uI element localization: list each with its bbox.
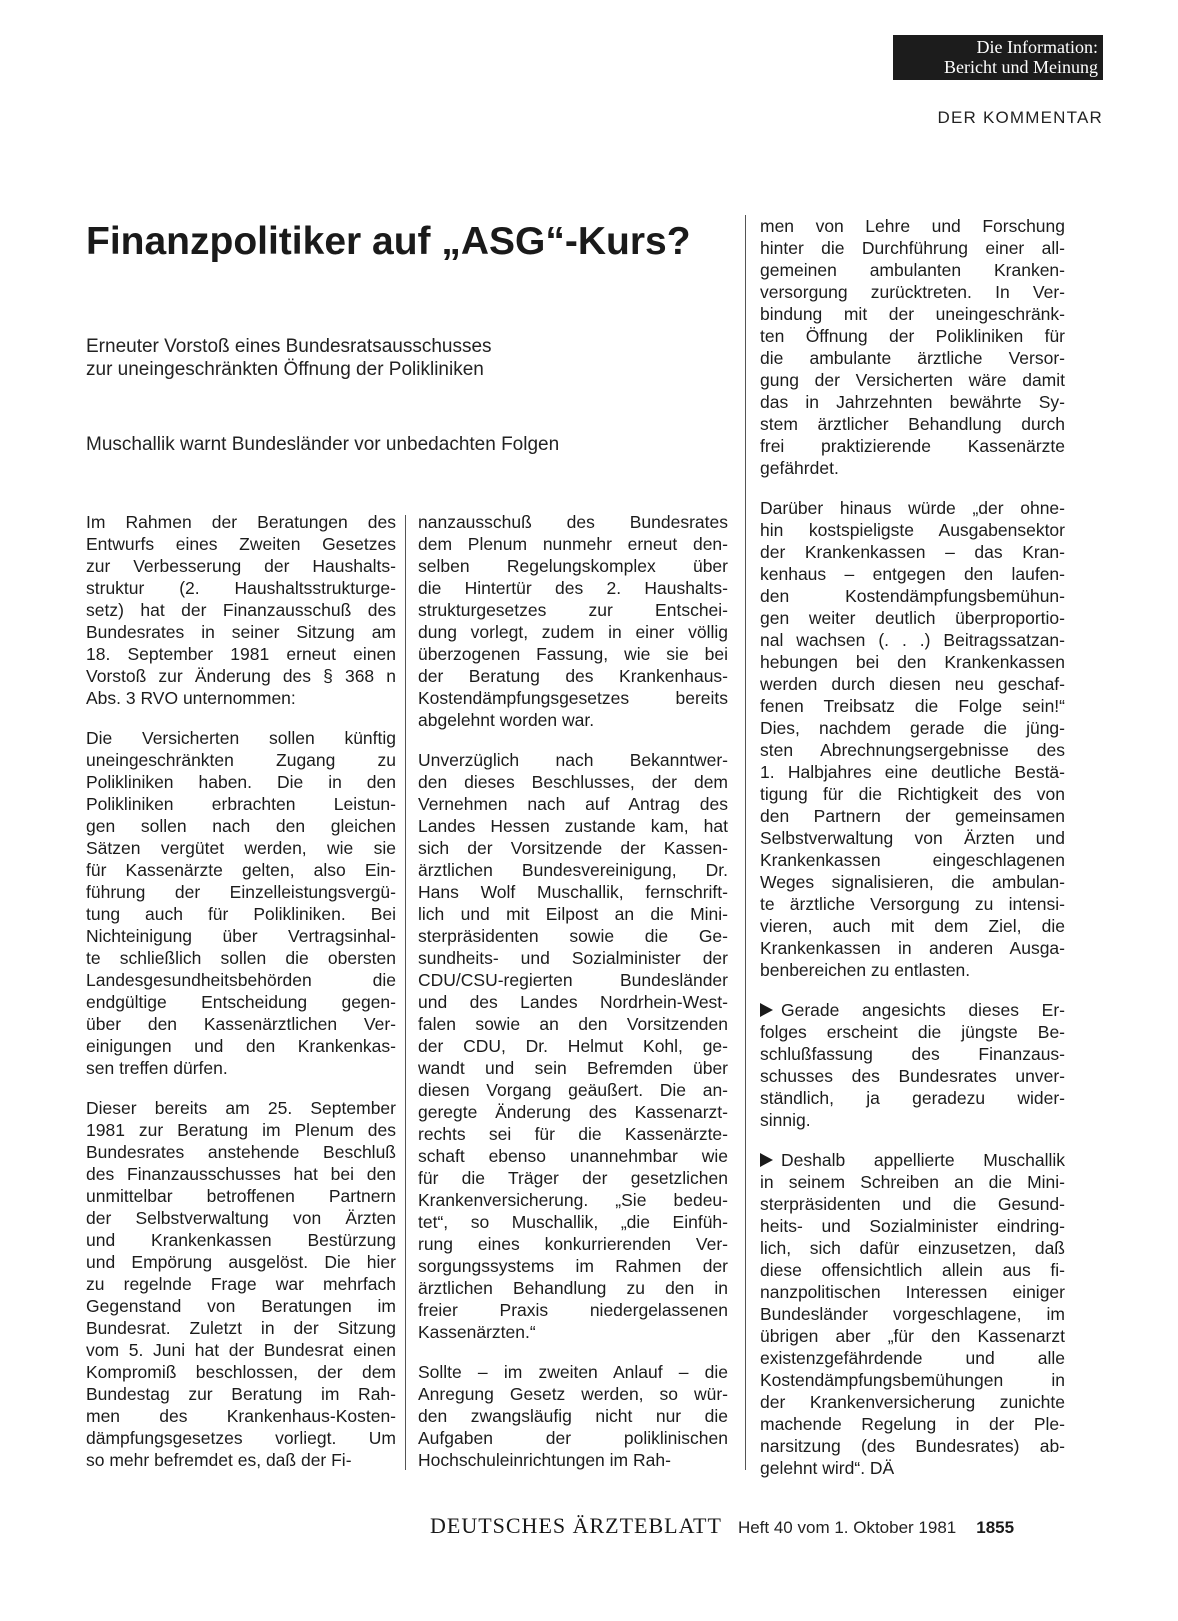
column-divider bbox=[745, 215, 746, 1470]
text-line: 1. Halbjahres eine deutliche Bestä- bbox=[760, 762, 1065, 782]
text-line: Im Rahmen der Beratungen des bbox=[86, 512, 396, 532]
text-line: für Kassenärzte gelten, also Ein- bbox=[86, 860, 396, 880]
text-line: Bundesrat. Zuletzt in der Sitzung bbox=[86, 1318, 396, 1338]
text-line: diese offensichtlich allein aus fi- bbox=[760, 1260, 1065, 1280]
text-line: der Krankenversicherung zunichte bbox=[760, 1392, 1065, 1412]
text-line: Polikliniken haben. Die in den bbox=[86, 772, 396, 792]
text-line: Sollte – im zweiten Anlauf – die bbox=[418, 1362, 728, 1382]
text-line: narsitzung (des Bundesrates) ab- bbox=[760, 1436, 1065, 1456]
text-line: 1981 zur Beratung im Plenum des bbox=[86, 1120, 396, 1140]
text-line: zu regelnde Frage war mehrfach bbox=[86, 1274, 396, 1294]
text-line: Die Versicherten sollen künftig bbox=[86, 728, 396, 748]
text-line: machende Regelung in der Ple- bbox=[760, 1414, 1065, 1434]
text-line: Weges signalisieren, die ambulan- bbox=[760, 872, 1065, 892]
text-line bbox=[760, 1149, 1065, 1171]
text-line: falen sowie an den Vorsitzenden bbox=[418, 1014, 728, 1034]
text-line: ärztlichen Bundesvereinigung, Dr. bbox=[418, 860, 728, 880]
text-line: tet“, so Muschallik, „die Einfüh- bbox=[418, 1212, 728, 1232]
paragraph bbox=[86, 1097, 396, 1471]
subtitle-line-1: Erneuter Vorstoß eines Bundesratsausschusses bbox=[86, 336, 492, 357]
text-line: Bundesländer vorgeschlagene, im bbox=[760, 1304, 1065, 1324]
text-line: Kassenärzten.“ bbox=[418, 1322, 536, 1342]
text-line: dem Plenum nunmehr erneut den- bbox=[418, 534, 728, 554]
text-line: und Empörung ausgelöst. Die hier bbox=[86, 1252, 396, 1272]
text-line: so mehr befremdet es, daß der Fi- bbox=[86, 1450, 352, 1470]
text-line: Krankenkassen in anderen Ausga- bbox=[760, 938, 1065, 958]
text-line: des Finanzausschusses hat bei den bbox=[86, 1164, 396, 1184]
text-line: Nichteinigung über Vertragsinhal- bbox=[86, 926, 396, 946]
text-line: frei praktizierende Kassenärzte bbox=[760, 436, 1065, 456]
text-line: wandt und sein Befremden über bbox=[418, 1058, 728, 1078]
text-line: ten Öffnung der Polikliniken für bbox=[760, 326, 1065, 346]
text-line: Bundesrates in seiner Sitzung am bbox=[86, 622, 396, 642]
text-column-2 bbox=[418, 511, 728, 1489]
article-kicker: Muschallik warnt Bundesländer vor unbedachten Folgen bbox=[86, 434, 560, 455]
text-line: Vorstoß zur Änderung des § 368 n bbox=[86, 666, 396, 686]
text-line: über den Kassenärztlichen Ver- bbox=[86, 1014, 396, 1034]
text-line: der Selbstverwaltung von Ärzten bbox=[86, 1208, 396, 1228]
paragraph bbox=[86, 727, 396, 1079]
text-line: Aufgaben der poliklinischen bbox=[418, 1428, 728, 1448]
text-line: tung auch für Polikliniken. Bei bbox=[86, 904, 396, 924]
text-line: struktur (2. Haushaltsstrukturge- bbox=[86, 578, 396, 598]
text-line: der Krankenkassen – das Kran- bbox=[760, 542, 1065, 562]
paragraph bbox=[418, 1361, 728, 1471]
text-line: Entwurfs eines Zweiten Gesetzes bbox=[86, 534, 396, 554]
text-line: Sätzen vergütet werden, wie sie bbox=[86, 838, 396, 858]
text-line: Vernehmen nach auf Antrag des bbox=[418, 794, 728, 814]
text-line-content: Deshalb appellierte Muschallik bbox=[781, 1150, 1065, 1170]
text-line: die ambulante ärztliche Versor- bbox=[760, 348, 1065, 368]
text-line: Landesgesundheitsbehörden die bbox=[86, 970, 396, 990]
text-line: zur Verbesserung der Haushalts- bbox=[86, 556, 396, 576]
text-line: in seinem Schreiben an die Mini- bbox=[760, 1172, 1065, 1192]
text-line: Unverzüglich nach Bekanntwer- bbox=[418, 750, 728, 770]
text-line: gelehnt wird“. DÄ bbox=[760, 1458, 895, 1478]
subtitle-line-2: zur uneingeschränkten Öffnung der Polikliniken bbox=[86, 359, 484, 380]
text-line: fenen Treibsatz die Folge sein!“ bbox=[760, 696, 1065, 716]
paragraph bbox=[418, 749, 728, 1343]
text-line: gen sollen nach den gleichen bbox=[86, 816, 396, 836]
text-line: schlußfassung des Finanzaus- bbox=[760, 1044, 1065, 1064]
text-line bbox=[760, 999, 1065, 1021]
text-line: Kostendämpfungsbemühungen in bbox=[760, 1370, 1065, 1390]
text-line: sterpräsidenten sowie die Ge- bbox=[418, 926, 728, 946]
text-line: Polikliniken erbrachten Leistun- bbox=[86, 794, 396, 814]
text-line: Hans Wolf Muschallik, fernschrift- bbox=[418, 882, 728, 902]
page-number: 1855 bbox=[976, 1518, 1015, 1537]
text-line: lich, sich dafür einzusetzen, daß bbox=[760, 1238, 1065, 1258]
text-line: bindung mit der uneingeschränk- bbox=[760, 304, 1065, 324]
text-line: dung vorlegt, zudem in einer völlig bbox=[418, 622, 728, 642]
text-line: benbereichen zu entlasten. bbox=[760, 960, 971, 980]
text-line: der CDU, Dr. Helmut Kohl, ge- bbox=[418, 1036, 728, 1056]
badge-line-2: Bericht und Meinung bbox=[944, 57, 1098, 77]
text-line: freier Praxis niedergelassenen bbox=[418, 1300, 728, 1320]
column-divider bbox=[405, 515, 406, 1470]
text-line: Landes Hessen zustande kam, hat bbox=[418, 816, 728, 836]
text-line: sich der Vorsitzende der Kassen- bbox=[418, 838, 728, 858]
bullet-arrow-icon bbox=[760, 1003, 773, 1017]
text-line: Anregung Gesetz werden, so wür- bbox=[418, 1384, 728, 1404]
text-line: vom 5. Juni hat der Bundesrat einen bbox=[86, 1340, 396, 1360]
text-line: hebungen bei den Krankenkassen bbox=[760, 652, 1065, 672]
text-line-content: Gerade angesichts dieses Er- bbox=[781, 1000, 1065, 1020]
text-line: diesen Vorgang geäußert. Die an- bbox=[418, 1080, 728, 1100]
text-line: Darüber hinaus würde „der ohne- bbox=[760, 498, 1065, 518]
paragraph bbox=[86, 511, 396, 709]
text-line: und des Landes Nordrhein-West- bbox=[418, 992, 728, 1012]
text-line: sinnig. bbox=[760, 1110, 811, 1130]
section-label: DER KOMMENTAR bbox=[937, 108, 1103, 127]
text-line: Dies, nachdem gerade die jüng- bbox=[760, 718, 1065, 738]
text-line: heits- und Sozialminister eindring- bbox=[760, 1216, 1065, 1236]
text-line: Gegenstand von Beratungen im bbox=[86, 1296, 396, 1316]
text-line: den Partnern der gemeinsamen bbox=[760, 806, 1065, 826]
text-line: te ärztliche Versorgung zu intensi- bbox=[760, 894, 1065, 914]
text-line: Abs. 3 RVO unternommen: bbox=[86, 688, 296, 708]
text-line: Dieser bereits am 25. September bbox=[86, 1098, 396, 1118]
text-line: geregte Änderung des Kassenarzt- bbox=[418, 1102, 728, 1122]
paragraph bbox=[418, 511, 728, 731]
text-line: Krankenkassen eingeschlagenen bbox=[760, 850, 1065, 870]
text-line: 18. September 1981 erneut einen bbox=[86, 644, 396, 664]
text-line: lich und mit Eilpost an die Mini- bbox=[418, 904, 728, 924]
text-line: sten Abrechnungsergebnisse des bbox=[760, 740, 1065, 760]
text-line: das in Jahrzehnten bewährte Sy- bbox=[760, 392, 1065, 412]
text-line: und Krankenkassen Bestürzung bbox=[86, 1230, 396, 1250]
text-line: setz) hat der Finanzausschuß des bbox=[86, 600, 396, 620]
text-line: te schließlich sollen die obersten bbox=[86, 948, 396, 968]
text-line: folges erscheint die jüngste Be- bbox=[760, 1022, 1065, 1042]
text-line: übrigen aber „für den Kassenarzt bbox=[760, 1326, 1065, 1346]
text-line: sterpräsidenten und die Gesund- bbox=[760, 1194, 1065, 1214]
text-line: dämpfungsgesetzes vorliegt. Um bbox=[86, 1428, 396, 1448]
text-line: der Beratung des Krankenhaus- bbox=[418, 666, 728, 686]
text-line: Bundesrates anstehende Beschluß bbox=[86, 1142, 396, 1162]
text-line: uneingeschränkten Zugang zu bbox=[86, 750, 396, 770]
bullet-arrow-icon bbox=[760, 1153, 773, 1167]
text-line: Kompromiß beschlossen, der dem bbox=[86, 1362, 396, 1382]
text-line: schusses des Bundesrates unver- bbox=[760, 1066, 1065, 1086]
paragraph bbox=[760, 999, 1065, 1131]
text-line: ärztlichen Behandlung zu den in bbox=[418, 1278, 728, 1298]
text-line: für die Träger der gesetzlichen bbox=[418, 1168, 728, 1188]
text-line: die Hintertür des 2. Haushalts- bbox=[418, 578, 728, 598]
text-line: vieren, auch mit dem Ziel, die bbox=[760, 916, 1065, 936]
text-line: strukturgesetzes zur Entschei- bbox=[418, 600, 728, 620]
section-badge bbox=[893, 35, 1103, 80]
text-line: nanzpolitischen Interessen einiger bbox=[760, 1282, 1065, 1302]
paragraph bbox=[760, 215, 1065, 479]
issue-info: Heft 40 vom 1. Oktober 1981 bbox=[737, 1518, 957, 1537]
paragraph bbox=[760, 1149, 1065, 1479]
text-line: tigung für die Richtigkeit des von bbox=[760, 784, 1065, 804]
text-line: abgelehnt worden war. bbox=[418, 710, 595, 730]
text-line: Selbstverwaltung von Ärzten und bbox=[760, 828, 1065, 848]
text-line: existenzgefährdende und alle bbox=[760, 1348, 1065, 1368]
text-line: Hochschuleinrichtungen im Rah- bbox=[418, 1450, 671, 1470]
text-line: hin kostspieligste Ausgabensektor bbox=[760, 520, 1065, 540]
text-line: ständlich, ja geradezu wider- bbox=[760, 1088, 1065, 1108]
text-line: gung der Versicherten wäre damit bbox=[760, 370, 1065, 390]
text-line: führung der Einzelleistungsvergü- bbox=[86, 882, 396, 902]
text-line: gefährdet. bbox=[760, 458, 839, 478]
text-line: sen treffen dürfen. bbox=[86, 1058, 228, 1078]
text-line: Kostendämpfungsgesetzes bereits bbox=[418, 688, 728, 708]
text-line: men des Krankenhaus-Kosten- bbox=[86, 1406, 396, 1426]
text-line: gemeinen ambulanten Kranken- bbox=[760, 260, 1065, 280]
text-line: Bundestag zur Beratung im Rah- bbox=[86, 1384, 396, 1404]
article-title: Finanzpolitiker auf „ASG“-Kurs? bbox=[86, 220, 691, 263]
text-line: gen weiter deutlich überproportio- bbox=[760, 608, 1065, 628]
text-line: schaft ebenso unannehmbar wie bbox=[418, 1146, 728, 1166]
text-line: versorgung zurücktreten. In Ver- bbox=[760, 282, 1065, 302]
text-line: sundheits- und Sozialminister der bbox=[418, 948, 728, 968]
text-line: rechts sei für die Kassenärzte- bbox=[418, 1124, 728, 1144]
text-line: Krankenversicherung. „Sie bedeu- bbox=[418, 1190, 728, 1210]
text-column-3 bbox=[760, 215, 1065, 1497]
text-line: nanzausschuß des Bundesrates bbox=[418, 512, 728, 532]
text-line: nal wachsen (. . .) Beitragssatzan- bbox=[760, 630, 1065, 650]
text-line: werden durch diesen neu geschaf- bbox=[760, 674, 1065, 694]
text-line: den dieses Beschlusses, der dem bbox=[418, 772, 728, 792]
text-line: den Kostendämpfungsbemühun- bbox=[760, 586, 1065, 606]
text-line: rung eines konkurrierenden Ver- bbox=[418, 1234, 728, 1254]
journal-name: DEUTSCHES ÄRZTEBLATT bbox=[430, 1513, 722, 1538]
text-line: hinter die Durchführung einer all- bbox=[760, 238, 1065, 258]
text-line: selben Regelungskomplex über bbox=[418, 556, 728, 576]
text-line: men von Lehre und Forschung bbox=[760, 216, 1065, 236]
text-line: endgültige Entscheidung gegen- bbox=[86, 992, 396, 1012]
badge-line-1: Die Information: bbox=[976, 37, 1098, 57]
text-column-1 bbox=[86, 511, 396, 1489]
text-line: sorgungssystems im Rahmen der bbox=[418, 1256, 728, 1276]
text-line: CDU/CSU-regierten Bundesländer bbox=[418, 970, 728, 990]
text-line: unmittelbar betroffenen Partnern bbox=[86, 1186, 396, 1206]
text-line: kenhaus – entgegen den laufen- bbox=[760, 564, 1065, 584]
article-subtitle bbox=[86, 335, 686, 381]
page-footer bbox=[430, 1513, 1014, 1539]
text-line: überzogenen Fassung, wie sie bei bbox=[418, 644, 728, 664]
text-line: einigungen und den Krankenkas- bbox=[86, 1036, 396, 1056]
text-line: den zwangsläufig nicht nur die bbox=[418, 1406, 728, 1426]
paragraph bbox=[760, 497, 1065, 981]
text-line: stem ärztlicher Behandlung durch bbox=[760, 414, 1065, 434]
